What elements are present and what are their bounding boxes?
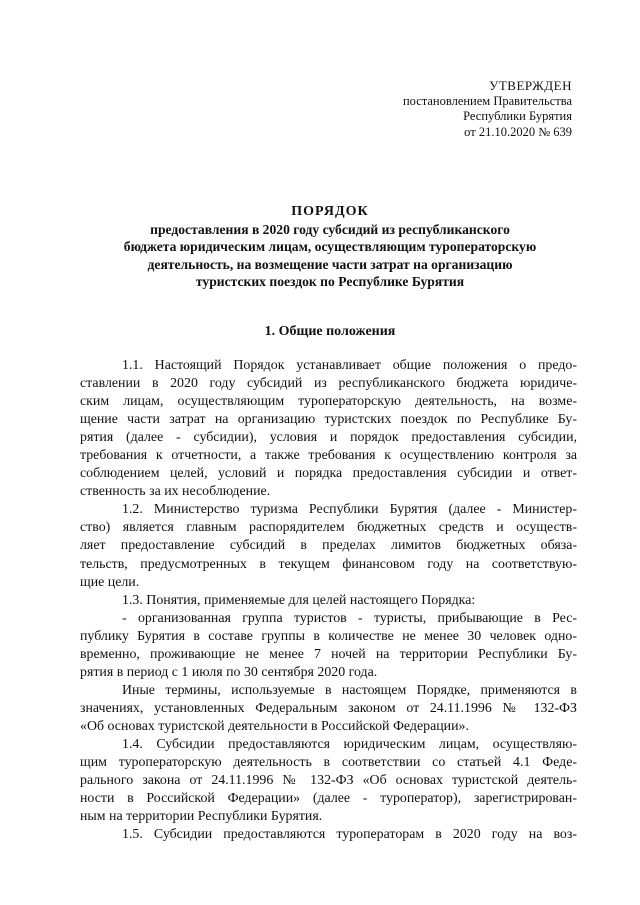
text-line: ным на территории Республики Бурятия. [80, 809, 323, 825]
text-line: щение части затрат на организацию туристских поездок по Республике Бу- [80, 412, 577, 428]
text-line: 1.3. Понятия, применяемые для целей настоящего Порядка: [122, 592, 476, 608]
text-line: - организованная группа туристов - туристы, прибывающие в Рес- [122, 610, 577, 626]
text-line: временно, проживающие не менее 7 ночей на территории Республики Бу- [80, 646, 577, 662]
title-line: бюджета юридическим лицам, осуществляющим туроператорскую [123, 239, 537, 254]
text-line: рального закона от 24.11.1996 № 132-ФЗ «Об основах туристской деятель- [80, 773, 577, 789]
document-title [80, 203, 580, 291]
text-line: соблюдением целей, условий и порядка предоставления субсидии и ответ- [80, 466, 577, 482]
text-line: 1.5. Субсидии предоставляются туроператорам в 2020 году на воз- [122, 827, 577, 843]
text-line: ляет предоставление субсидий в пределах лимитов бюджетных обяза- [80, 538, 577, 554]
approval-stamp [403, 78, 572, 140]
text-line: ство) является главным распорядителем бюджетных средств и осуществ- [80, 520, 577, 536]
section-heading: 1. Общие положения [264, 324, 396, 339]
text-line: значениях, установленных Федеральным законом от 24.11.1996 № 132-ФЗ [80, 700, 577, 716]
text-line: ности в Российской Федерации» (далее - туроператор), зарегистрирован- [80, 791, 577, 807]
text-line: 1.2. Министерство туризма Республики Бурятия (далее - Министер- [122, 502, 577, 518]
title-main: ПОРЯДОК [291, 204, 369, 219]
text-line: тельств, предусмотренных в текущем финансовом году на соответствую- [80, 556, 577, 572]
text-line: щие цели. [80, 574, 140, 590]
text-line: 1.1. Настоящий Порядок устанавливает общие положения о предо- [122, 358, 577, 373]
text-line: 1.4. Субсидии предоставляются юридическим лицам, осуществляю- [122, 736, 577, 752]
approval-line: постановлением Правительства [402, 93, 572, 108]
text-line: рятия в период с 1 июля по 30 сентября 2020 года. [80, 664, 378, 680]
text-line: публику Бурятия в составе группы в количестве не менее 30 человек одно- [80, 628, 577, 644]
text-line: ставлении в 2020 году субсидий из республиканского бюджета юридиче- [80, 376, 577, 392]
text-line: ским лицам, осуществляющим туроператорскую деятельность, на возме- [80, 394, 577, 410]
text-line: щим туроператорскую деятельность в соответствии со статьей 4.1 Феде- [80, 755, 577, 771]
text-line: рятия (далее - субсидии), условия и порядок предоставления субсидии, [80, 430, 577, 446]
approval-heading: УТВЕРЖДЕН [489, 78, 572, 93]
title-line: деятельность, на возмещение части затрат на организацию [147, 256, 513, 272]
approval-line: Республики Бурятия [463, 109, 572, 123]
text-line: ственность за их несоблюдение. [80, 484, 271, 500]
approval-line: от 21.10.2020 № 639 [464, 124, 572, 139]
body-text [80, 357, 577, 844]
text-line: Иные термины, используемые в настоящем Порядке, применяются в [122, 682, 577, 698]
title-line: туристских поездок по Республике Бурятия [195, 274, 465, 289]
text-line: «Об основах туристской деятельности в Российской Федерации». [80, 718, 469, 734]
text-line: требования к отчетности, а также требования к осуществлению контроля за [80, 448, 577, 464]
title-line: предоставления в 2020 году субсидий из республиканского [150, 221, 510, 237]
